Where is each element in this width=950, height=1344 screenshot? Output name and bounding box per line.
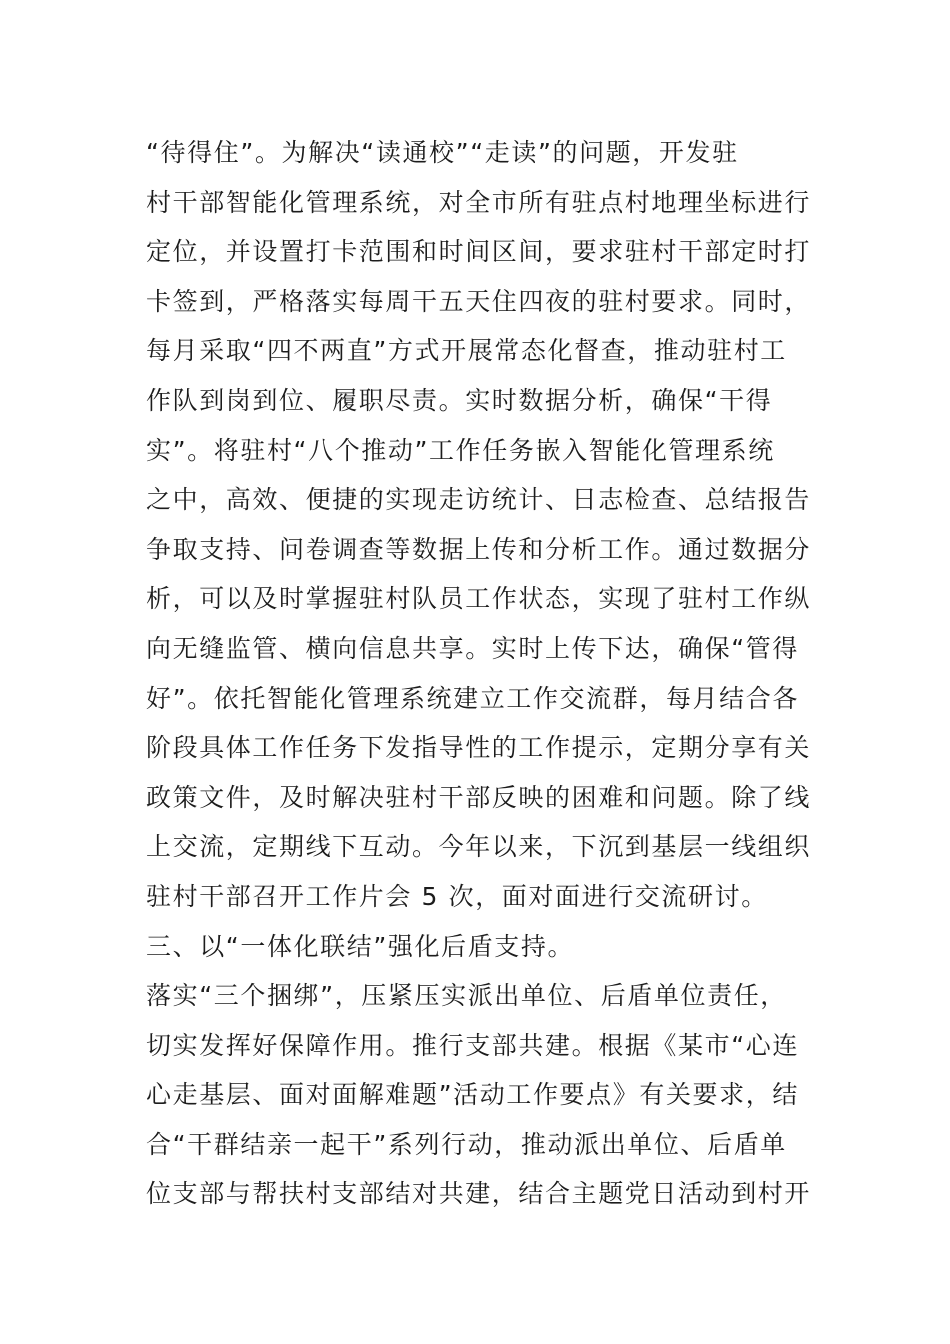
text-line: 卡签到，严格落实每周干五天住四夜的驻村要求。同时， (146, 286, 812, 316)
text-line: 位支部与帮扶村支部结对共建，结合主题党日活动到村开 (146, 1179, 812, 1209)
text-line: “待得住”。为解决“读通校”“走读”的问题，开发驻 (146, 138, 739, 167)
body-text (146, 128, 826, 1219)
text-line: 政策文件，及时解决驻村干部反映的困难和问题。除了线 (146, 782, 812, 812)
text-line: 好”。依托智能化管理系统建立工作交流群，每月结合各 (146, 683, 799, 713)
text-line: 阶段具体工作任务下发指导性的工作提示，定期分享有关 (146, 733, 812, 763)
text-line: 合“干群结亲一起干”系列行动，推动派出单位、后盾单 (146, 1129, 787, 1159)
text-line: 争取支持、问卷调查等数据上传和分析工作。通过数据分 (146, 534, 812, 564)
text-line: 实”。将驻村“八个推动”工作任务嵌入智能化管理系统 (146, 435, 775, 465)
text-line: 上交流，定期线下互动。今年以来，下沉到基层一线组织 (146, 832, 812, 862)
text-line: 每月采取“四不两直”方式开展常态化督查，推动驻村工 (146, 336, 787, 366)
text-line: 村干部智能化管理系统，对全市所有驻点村地理坐标进行 (146, 187, 812, 217)
text-line: 向无缝监管、横向信息共享。实时上传下达，确保“管得 (146, 633, 799, 663)
text-line: 驻村干部召开工作片会 5 次，面对面进行交流研讨。 (146, 881, 768, 911)
section-heading: 三、以“一体化联结”强化后盾支持。 (146, 931, 575, 961)
text-line: 切实发挥好保障作用。推行支部共建。根据《某市“心连 (146, 1030, 799, 1060)
text-line: 心走基层、面对面解难题”活动工作要点》有关要求，结 (146, 1080, 799, 1110)
text-line: 析，可以及时掌握驻村队员工作状态，实现了驻村工作纵 (146, 584, 812, 614)
text-line: 之中，高效、便捷的实现走访统计、日志检查、总结报告 (146, 485, 812, 515)
text-line: 定位，并设置打卡范围和时间区间，要求驻村干部定时打 (146, 237, 812, 267)
text-line: 作队到岗到位、履职尽责。实时数据分析，确保“干得 (146, 385, 773, 415)
text-line: 落实“三个捆绑”，压紧压实派出单位、后盾单位责任， (146, 981, 787, 1011)
